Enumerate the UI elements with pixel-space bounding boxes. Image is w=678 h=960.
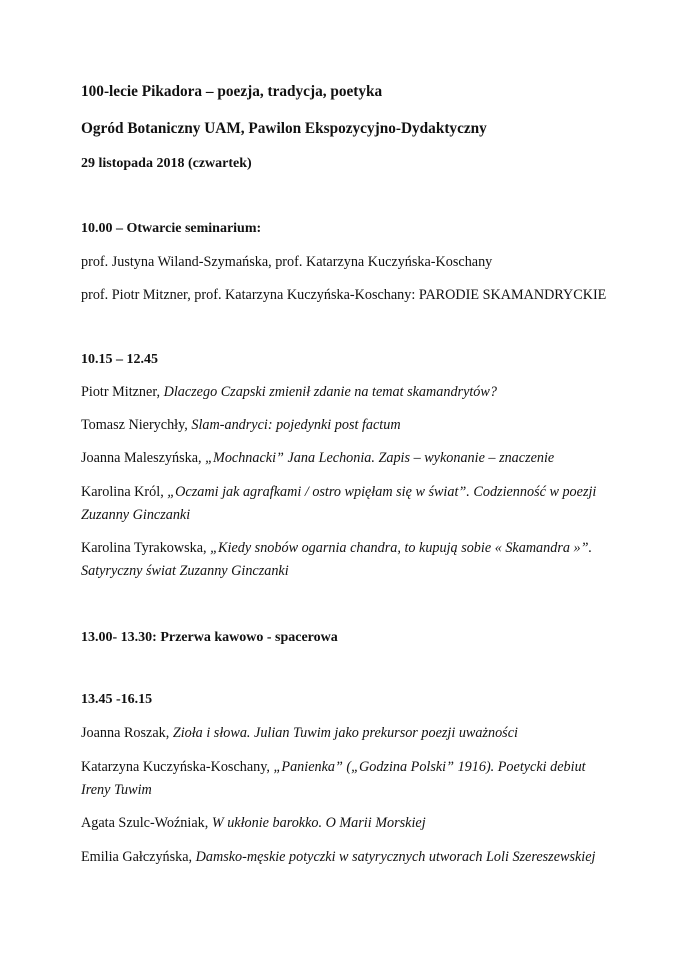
talk-speaker: Joanna Roszak, <box>81 725 173 741</box>
session1-line2: prof. Piotr Mitzner, prof. Katarzyna Kuczyńska-Koschany: PARODIE SKAMANDRYCKIE <box>81 287 607 303</box>
talk-title: „Oczami jak agrafkami / ostro wpięłam się w świat”. Codzienność w poezji Zuzanny Ginczanki <box>81 484 597 523</box>
session1-heading: 10.00 – Otwarcie seminarium: <box>81 221 262 236</box>
session3-heading: 13.45 -16.15 <box>81 692 153 707</box>
talk-item <box>81 756 606 802</box>
talk-speaker: Karolina Król, <box>81 484 168 500</box>
talk-item <box>81 846 658 869</box>
program-venue: Ogród Botaniczny UAM, Pawilon Ekspozycyjno-Dydaktyczny <box>81 120 487 137</box>
talk-speaker: Piotr Mitzner, <box>81 384 164 400</box>
talk-item <box>81 481 606 527</box>
talk-speaker: Karolina Tyrakowska, <box>81 540 211 556</box>
talk-speaker: Agata Szulc-Woźniak, <box>81 815 212 831</box>
session1-line1: prof. Justyna Wiland-Szymańska, prof. Katarzyna Kuczyńska-Koschany <box>81 254 493 270</box>
talk-item <box>81 414 658 437</box>
break-heading: 13.00- 13.30: Przerwa kawowo - spacerowa <box>81 630 338 645</box>
talk-item <box>81 722 658 745</box>
talk-title: Damsko-męskie potyczki w satyrycznych utworach Loli Szereszewskiej <box>195 849 596 865</box>
program-date: 29 listopada 2018 (czwartek) <box>81 156 252 171</box>
talk-item <box>81 447 658 470</box>
talk-speaker: Katarzyna Kuczyńska-Koschany, <box>81 759 274 775</box>
talk-item <box>81 812 658 835</box>
talk-title: „Panienka” („Godzina Polski” 1916). Poetycki debiut Ireny Tuwim <box>81 759 586 798</box>
talk-speaker: Tomasz Nierychły, <box>81 417 192 433</box>
program-title: 100-lecie Pikadora – poezja, tradycja, poetyka <box>81 83 383 100</box>
talk-title: Dlaczego Czapski zmienił zdanie na temat skamandrytów? <box>163 384 497 400</box>
talk-title: Zioła i słowa. Julian Tuwim jako prekursor poezji uważności <box>172 725 518 741</box>
talk-item <box>81 381 658 404</box>
talk-title: „Mochnacki” Jana Lechonia. Zapis – wykonanie – znaczenie <box>205 450 555 466</box>
session2-heading: 10.15 – 12.45 <box>81 352 158 367</box>
talk-title: „Kiedy snobów ogarnia chandra, to kupują sobie « Skamandra »”. Satyryczny świat Zuzanny Ginczanki <box>81 540 593 579</box>
talk-speaker: Joanna Maleszyńska, <box>81 450 206 466</box>
talk-title: W ukłonie barokko. O Marii Morskiej <box>211 815 426 831</box>
talk-speaker: Emilia Gałczyńska, <box>81 849 196 865</box>
talk-item <box>81 537 606 583</box>
talk-title: Slam-andryci: pojedynki post factum <box>191 417 401 433</box>
